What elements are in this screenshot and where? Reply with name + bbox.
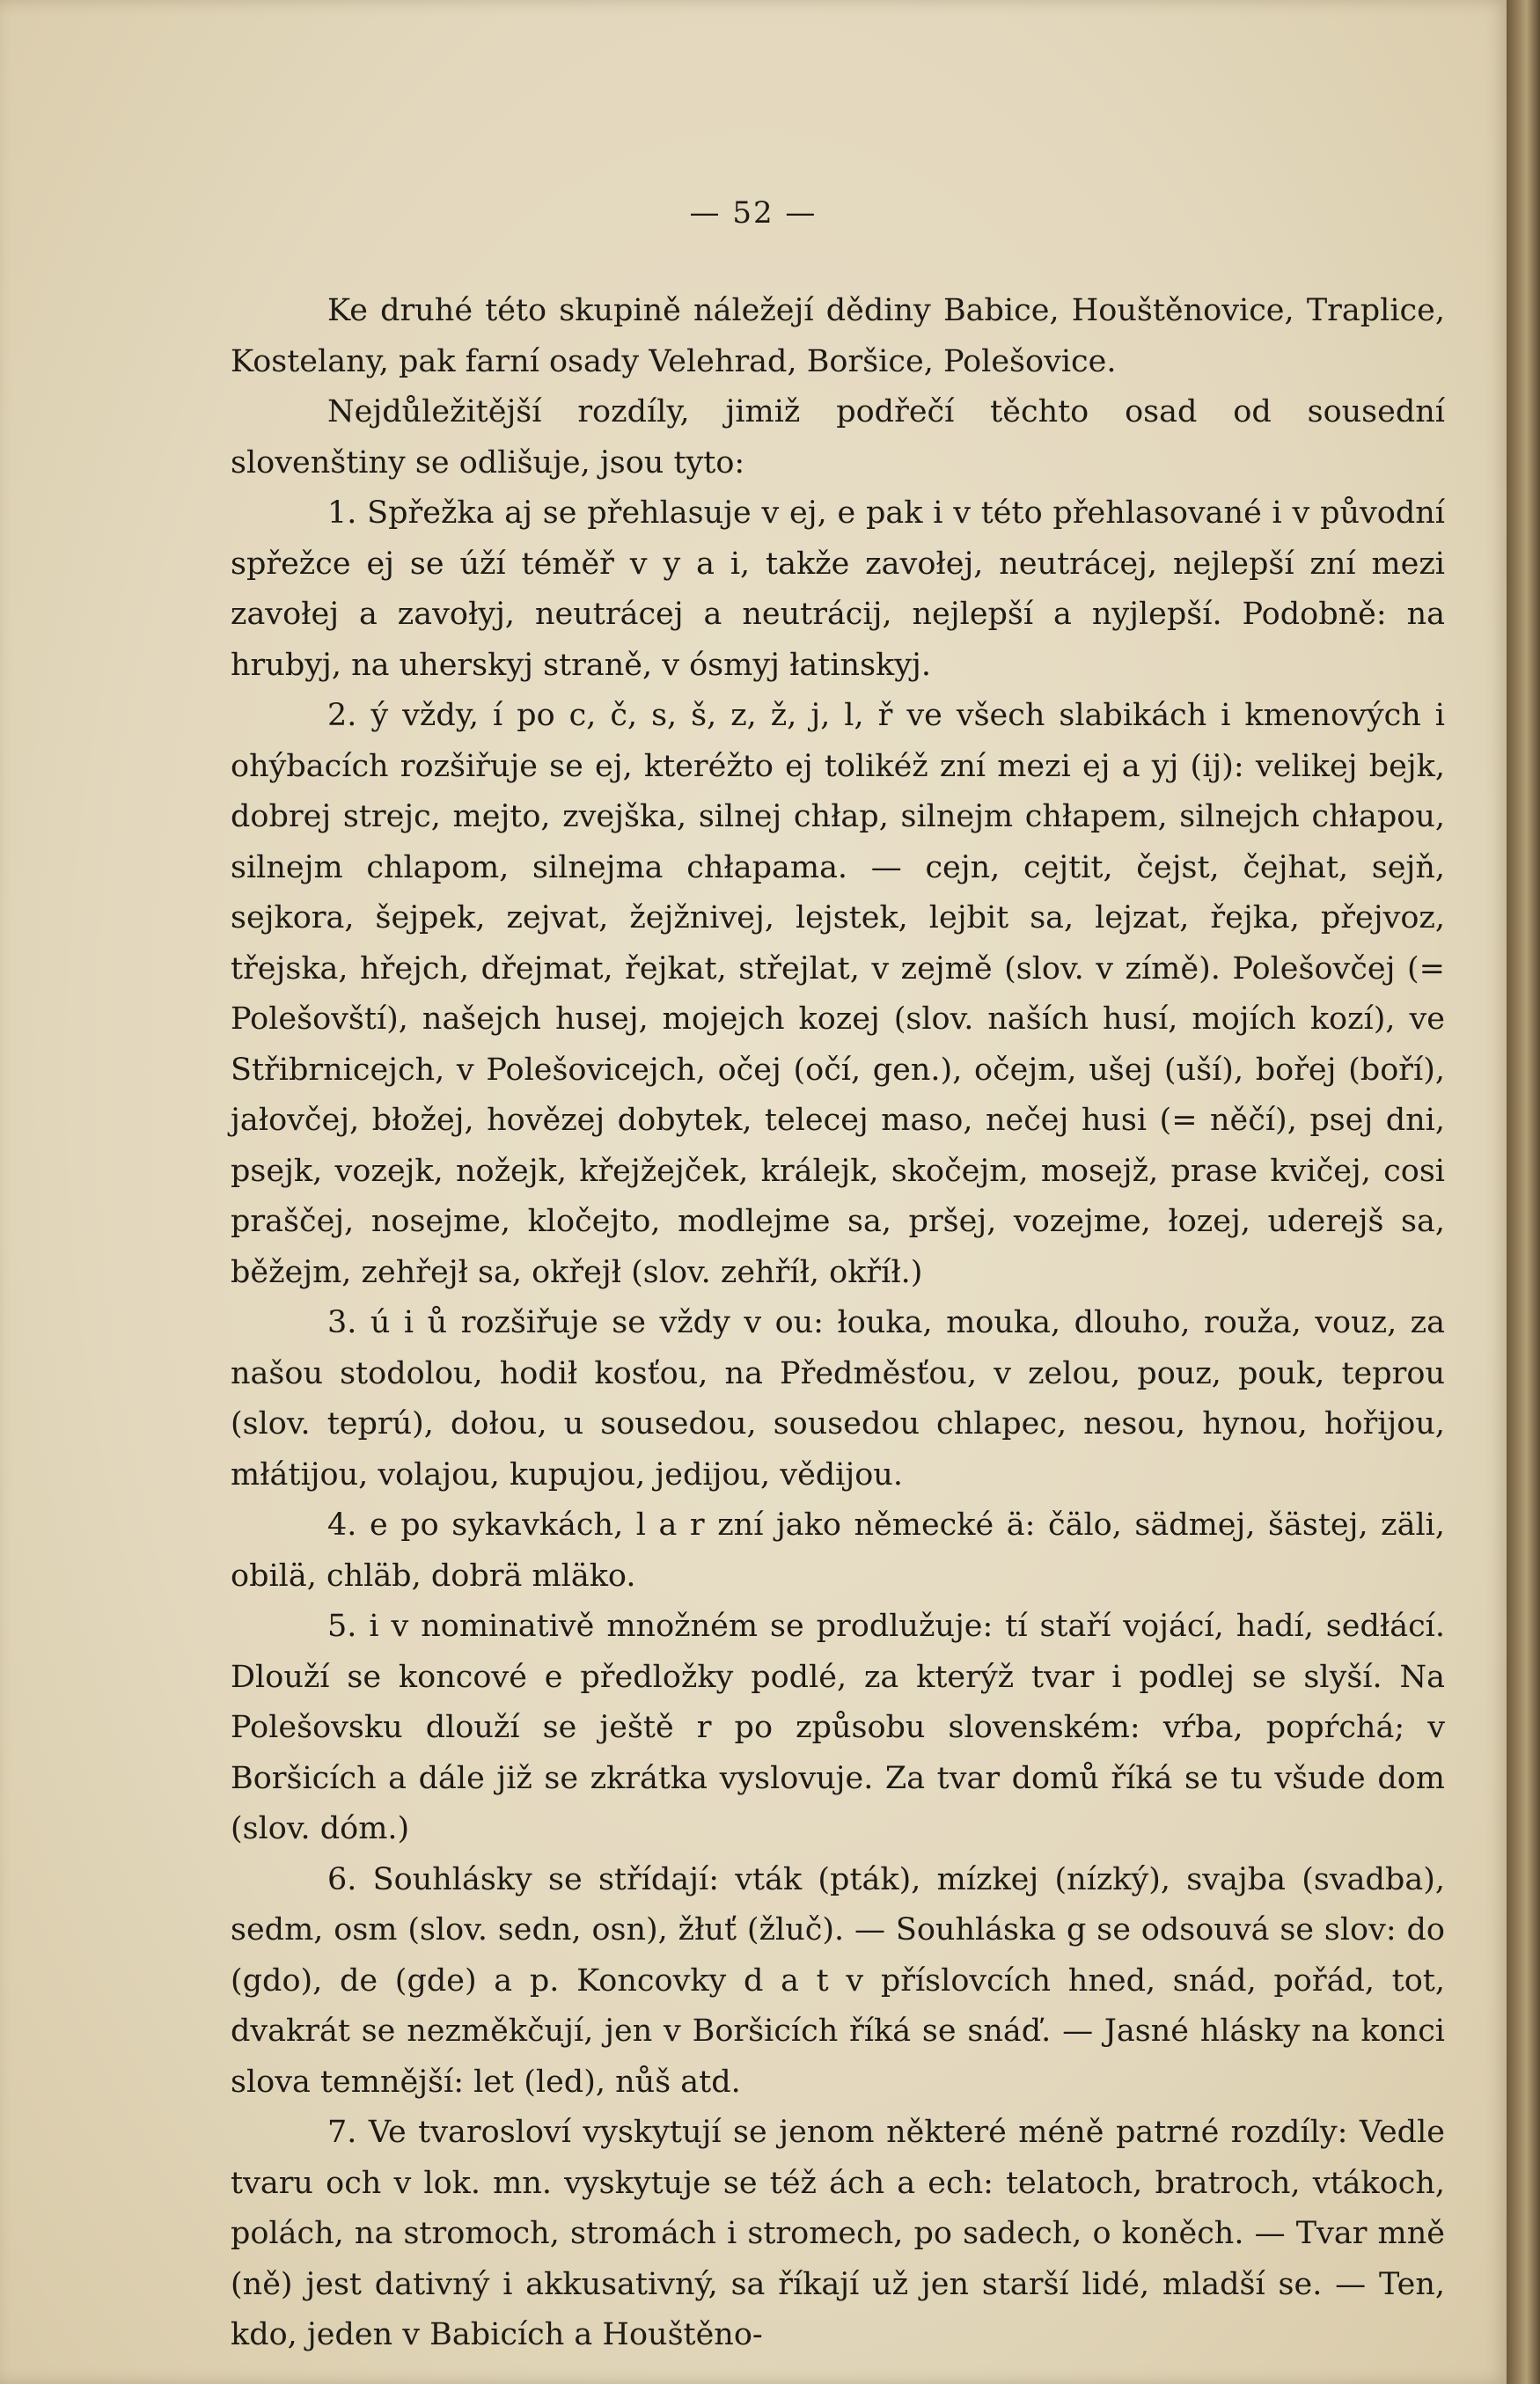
paragraph: Nejdůležitější rozdíly, jimiž podřečí těchto osad od sousední slovenštiny se odlišuje, jsou tyto:: [231, 394, 1445, 480]
paragraph: Ke druhé této skupině náležejí dědiny Babice, Houštěnovice, Traplice, Kostelany, pak farní osady Velehrad, Boršice, Polešovice.: [231, 293, 1445, 379]
paragraph: 4. e po sykavkách, l a r zní jako německé ä: čälo, sädmej, šästej, zäli, obilä, chläb, dobrä mläko.: [231, 1507, 1445, 1594]
page-number: — 52 —: [689, 195, 818, 231]
paragraph: 3. ú i ů rozšiřuje se vždy v ou: łouka, mouka, dlouho, rouža, vouz, za našou stodolou, hodił kosťou, na Předměsťou, v zelou, pouz, pouk, teprou (slov. teprú), dołou, u sousedou, sousedou chlapec, nesou, hynou, hořijou, młátijou, volajou, kupujou, jedijou, vědijou.: [231, 1305, 1445, 1493]
book-edge: [1507, 0, 1540, 2384]
paragraph: 7. Ve tvarosloví vyskytují se jenom některé méně patrné rozdíly: Vedle tvaru och v lok. mn. vyskytuje se též ách a ech: telatoch, bratroch, vtákoch, polách, na stromoch, stromách i stromech, po sadech, o koněch. — Tvar mně (ně) jest dativný i akkusativný, sa říkají už jen starší lidé, mladší se. — Ten, kdo, jeden v Babicích a Houštěno-: [231, 2115, 1445, 2352]
paragraph: 5. i v nominativě množném se prodlužuje: tí staří vojácí, hadí, sedłácí. Dlouží se koncové e předložky podlé, za kterýž tvar i podlej se slyší. Na Polešovsku dlouží se ještě r po způsobu slovenském: vŕba, popŕchá; v Boršicích a dále již se zkrátka vyslovuje. Za tvar domů říká se tu všude dom (slov. dóm.): [231, 1609, 1445, 1846]
paragraph: 6. Souhlásky se střídají: vták (pták), mízkej (nízký), svajba (svadba), sedm, osm (slov. sedn, osn), žłuť (žluč). — Souhláska g se odsouvá se slov: do (gdo), de (gde) a p. Koncovky d a t v příslovcích hned, snád, pořád, tot, dvakrát se nezměkčují, jen v Boršicích říká se snáď. — Jasné hlásky na konci slova temnější: let (led), nůš atd.: [231, 1861, 1445, 2100]
paragraph: 2. ý vždy, í po c, č, s, š, z, ž, j, l, ř ve všech slabikách i kmenových i ohýbacích rozšiřuje se ej, kteréžto ej tolikéž zní mezi ej a yj (ij): velikej bejk, dobrej strejc, mejto, zvejška, silnej chłap, silnejm chłapem, silnejch chłapou, silnejm chlapom, silnejma chłapama. — cejn, cejtit, čejst, čejhat, sejň, sejkora, šejpek, zejvat, žejžnivej, lejstek, lejbit sa, lejzat, řejka, přejvoz, třejska, hřejch, dřejmat, řejkat, střejlat, v zejmě (slov. v zímě). Polešovčej (= Polešovští), našejch husej, mojejch kozej (slov. naších husí, mojích kozí), ve Střibrnicejch, v Polešovicejch, očej (očí, gen.), očejm, ušej (uší), bořej (boří), jałovčej, błožej, hovězej dobytek, telecej maso, nečej husi (= něčí), psej dni, psejk, vozejk, nožejk, křejžejček, králejk, skočejm, mosejž, prase kvičej, cosi praščej, nosejme, kločejto, modlejme sa, pršej, vozejme, łozej, uderejš sa, běžejm, zehřejł sa, okřejł (slov. zehříł, okříł.): [231, 698, 1445, 1290]
body-text: [231, 286, 1445, 2361]
paragraph: 1. Spřežka aj se přehlasuje v ej, e pak i v této přehlasované i v původní spřežce ej se úží téměř v y a i, takže zavołej, neutrácej, nejlepší zní mezi zavołej a zavołyj, neutrácej a neutrácij, nejlepší a nyjlepší. Podobně: na hrubyj, na uherskyj straně, v ósmyj łatinskyj.: [231, 495, 1445, 683]
